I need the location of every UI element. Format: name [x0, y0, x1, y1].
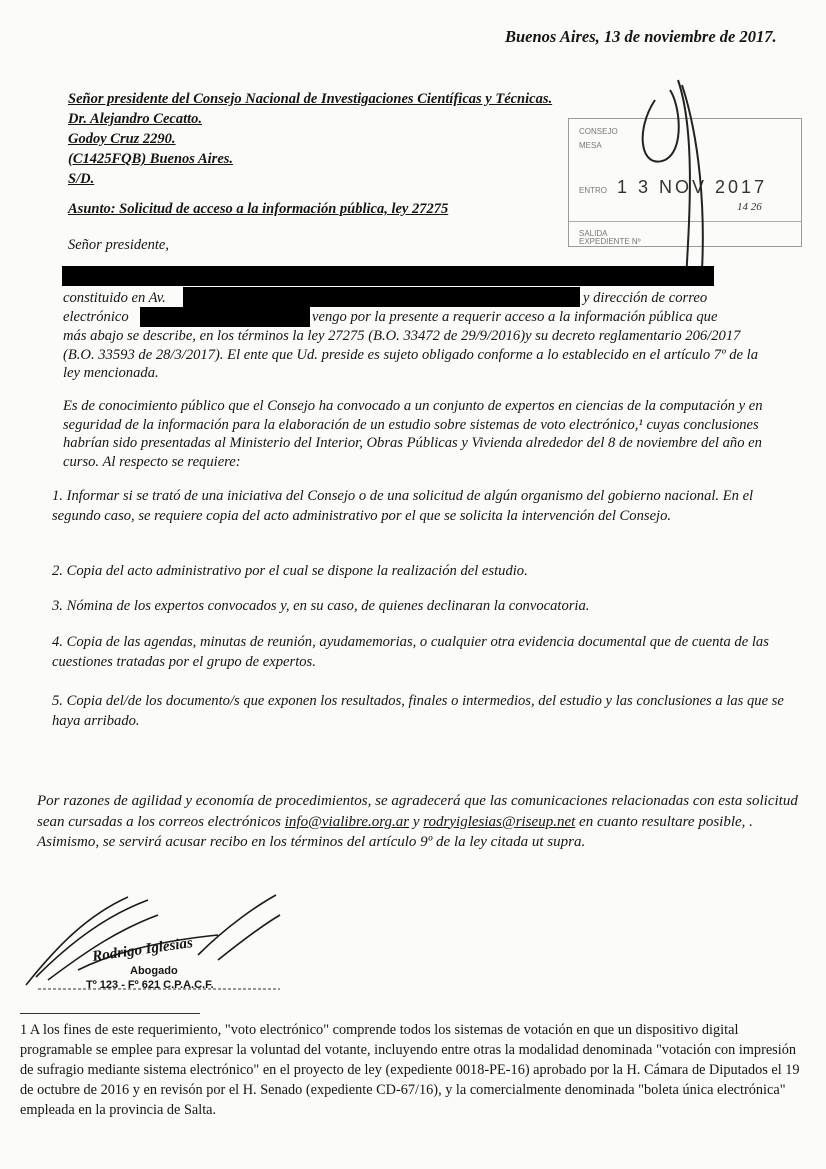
context-paragraph: Es de conocimiento público que el Consejo ha convocado a un conjunto de expertos en ciencias de la computación y en seguridad de la información para la elaboración de un estudio sobre sistemas de voto electrónico,¹ cuyas conclusiones habrían sido presentadas al Ministerio del Interior, Obras Públicas y Vivienda alrededor del 8 de noviembre del año en curso. Al respecto se requiere:	[63, 398, 763, 470]
request-item-4: 4. Copia de las agendas, minutas de reunión, ayudamemorias, o cualquier otra evidencia documental que de cuenta de las cuestiones tratadas por el grupo de expertos.	[52, 634, 769, 670]
signature-name: Rodrigo Iglesias	[91, 935, 194, 965]
stamp-entry-label: ENTRO	[579, 186, 607, 195]
closing-paragraph	[37, 791, 807, 853]
closing-text-1: Por razones de agilidad y economía de procedimientos, se agradecerá que las comunicaciones relacionadas con esta solicitud sean cursadas a los correos electrónicos	[37, 793, 798, 830]
signature-registry: Tº 123 - Fº 621 C.P.A.C.F.	[86, 979, 214, 991]
footnote: 1 A los fines de este requerimiento, "voto electrónico" comprende todos los sistemas de votación en que un dispositivo digital programable se emplee para expresar la voluntad del votante, incluyendo entre otras la modalidad denominada "votación con impresión de sufragio mediante sistema electrónico" en el proyecto de ley (expediente 0018-PE-16) aprobado por la H. Cámara de Diputados el 19 de octubre de 2016 y en revisón por el H. Senado (expediente CD-67/16), y la comercialmente denominada "boleta única electrónica" empleada en la provincia de Salta.	[20, 1022, 800, 1118]
signature-title: Abogado	[130, 965, 178, 977]
stamp-time: 14 26	[737, 201, 762, 213]
handwritten-initial	[620, 60, 740, 290]
subject-line: Asunto: Solicitud de acceso a la información pública, ley 27275	[68, 201, 449, 217]
addressee-block	[68, 89, 552, 189]
intro-constituted: constituido en Av.	[63, 290, 166, 306]
intro-rest-line2: vengo por la presente a requerir acceso a la información pública que	[312, 309, 718, 325]
request-item-2: 2. Copia del acto administrativo por el cual se dispone la realización del estudio.	[52, 563, 528, 579]
email-link-riseup[interactable]: rodryiglesias@riseup.net	[423, 813, 576, 830]
redaction-bar-2	[183, 287, 580, 307]
footnote-separator	[20, 1013, 200, 1014]
intro-paragraph: más abajo se describe, en los términos la ley 27275 (B.O. 33472 de 29/9/2016)y su decreto reglamentario 206/2017 (B.O. 33593 de 28/3/2017). El ente que Ud. preside es sujeto obligado conforme a lo establecido en el artículo 7º de la ley mencionada.	[63, 328, 759, 381]
request-item-1: 1. Informar si se trató de una iniciativa del Consejo o de una solicitud de algún organismo del gobierno nacional. En el segundo caso, se requiere copia del acto administrativo por el que se solicita la intervención del Consejo.	[52, 488, 754, 524]
intro-electronic: electrónico	[63, 309, 129, 325]
request-item-3: 3. Nómina de los expertos convocados y, en su caso, de quienes declinaran la convocatoria.	[52, 598, 590, 614]
intro-email-dir: y dirección de correo	[583, 290, 708, 306]
redaction-bar-3	[140, 307, 310, 327]
addressee-line-3: Godoy Cruz 2290.	[68, 131, 176, 147]
stamp-top-label: CONSEJO	[579, 127, 618, 136]
email-link-vialibre[interactable]: info@vialibre.org.ar	[284, 813, 410, 830]
closing-text-2: en cuanto resultare posible, . Asimismo, se servirá acusar recibo en los términos del artículo 9º de la ley citada ut supra.	[37, 813, 753, 850]
salutation: Señor presidente,	[68, 237, 169, 253]
addressee-line-2: Dr. Alejandro Cecatto.	[68, 111, 202, 127]
stamp-bottom-label: EXPEDIENTE Nº	[579, 237, 641, 246]
addressee-line-5: S/D.	[68, 171, 95, 187]
redaction-bar-1	[62, 266, 714, 286]
date-line: Buenos Aires, 13 de noviembre de 2017.	[505, 27, 777, 46]
addressee-line-1: Señor presidente del Consejo Nacional de Investigaciones Científicas y Técnicas.	[68, 91, 553, 107]
closing-and: y	[409, 813, 424, 830]
stamp-out-label: SALIDA	[579, 229, 608, 238]
stamp-sub-label: MESA	[579, 141, 602, 150]
stamp-date: 1 3 NOV 2017	[617, 177, 768, 197]
request-item-5: 5. Copia del/de los documento/s que exponen los resultados, finales o intermedios, del estudio y las conclusiones a las que se haya arribado.	[52, 693, 784, 729]
addressee-line-4: (C1425FQB) Buenos Aires.	[68, 151, 234, 167]
